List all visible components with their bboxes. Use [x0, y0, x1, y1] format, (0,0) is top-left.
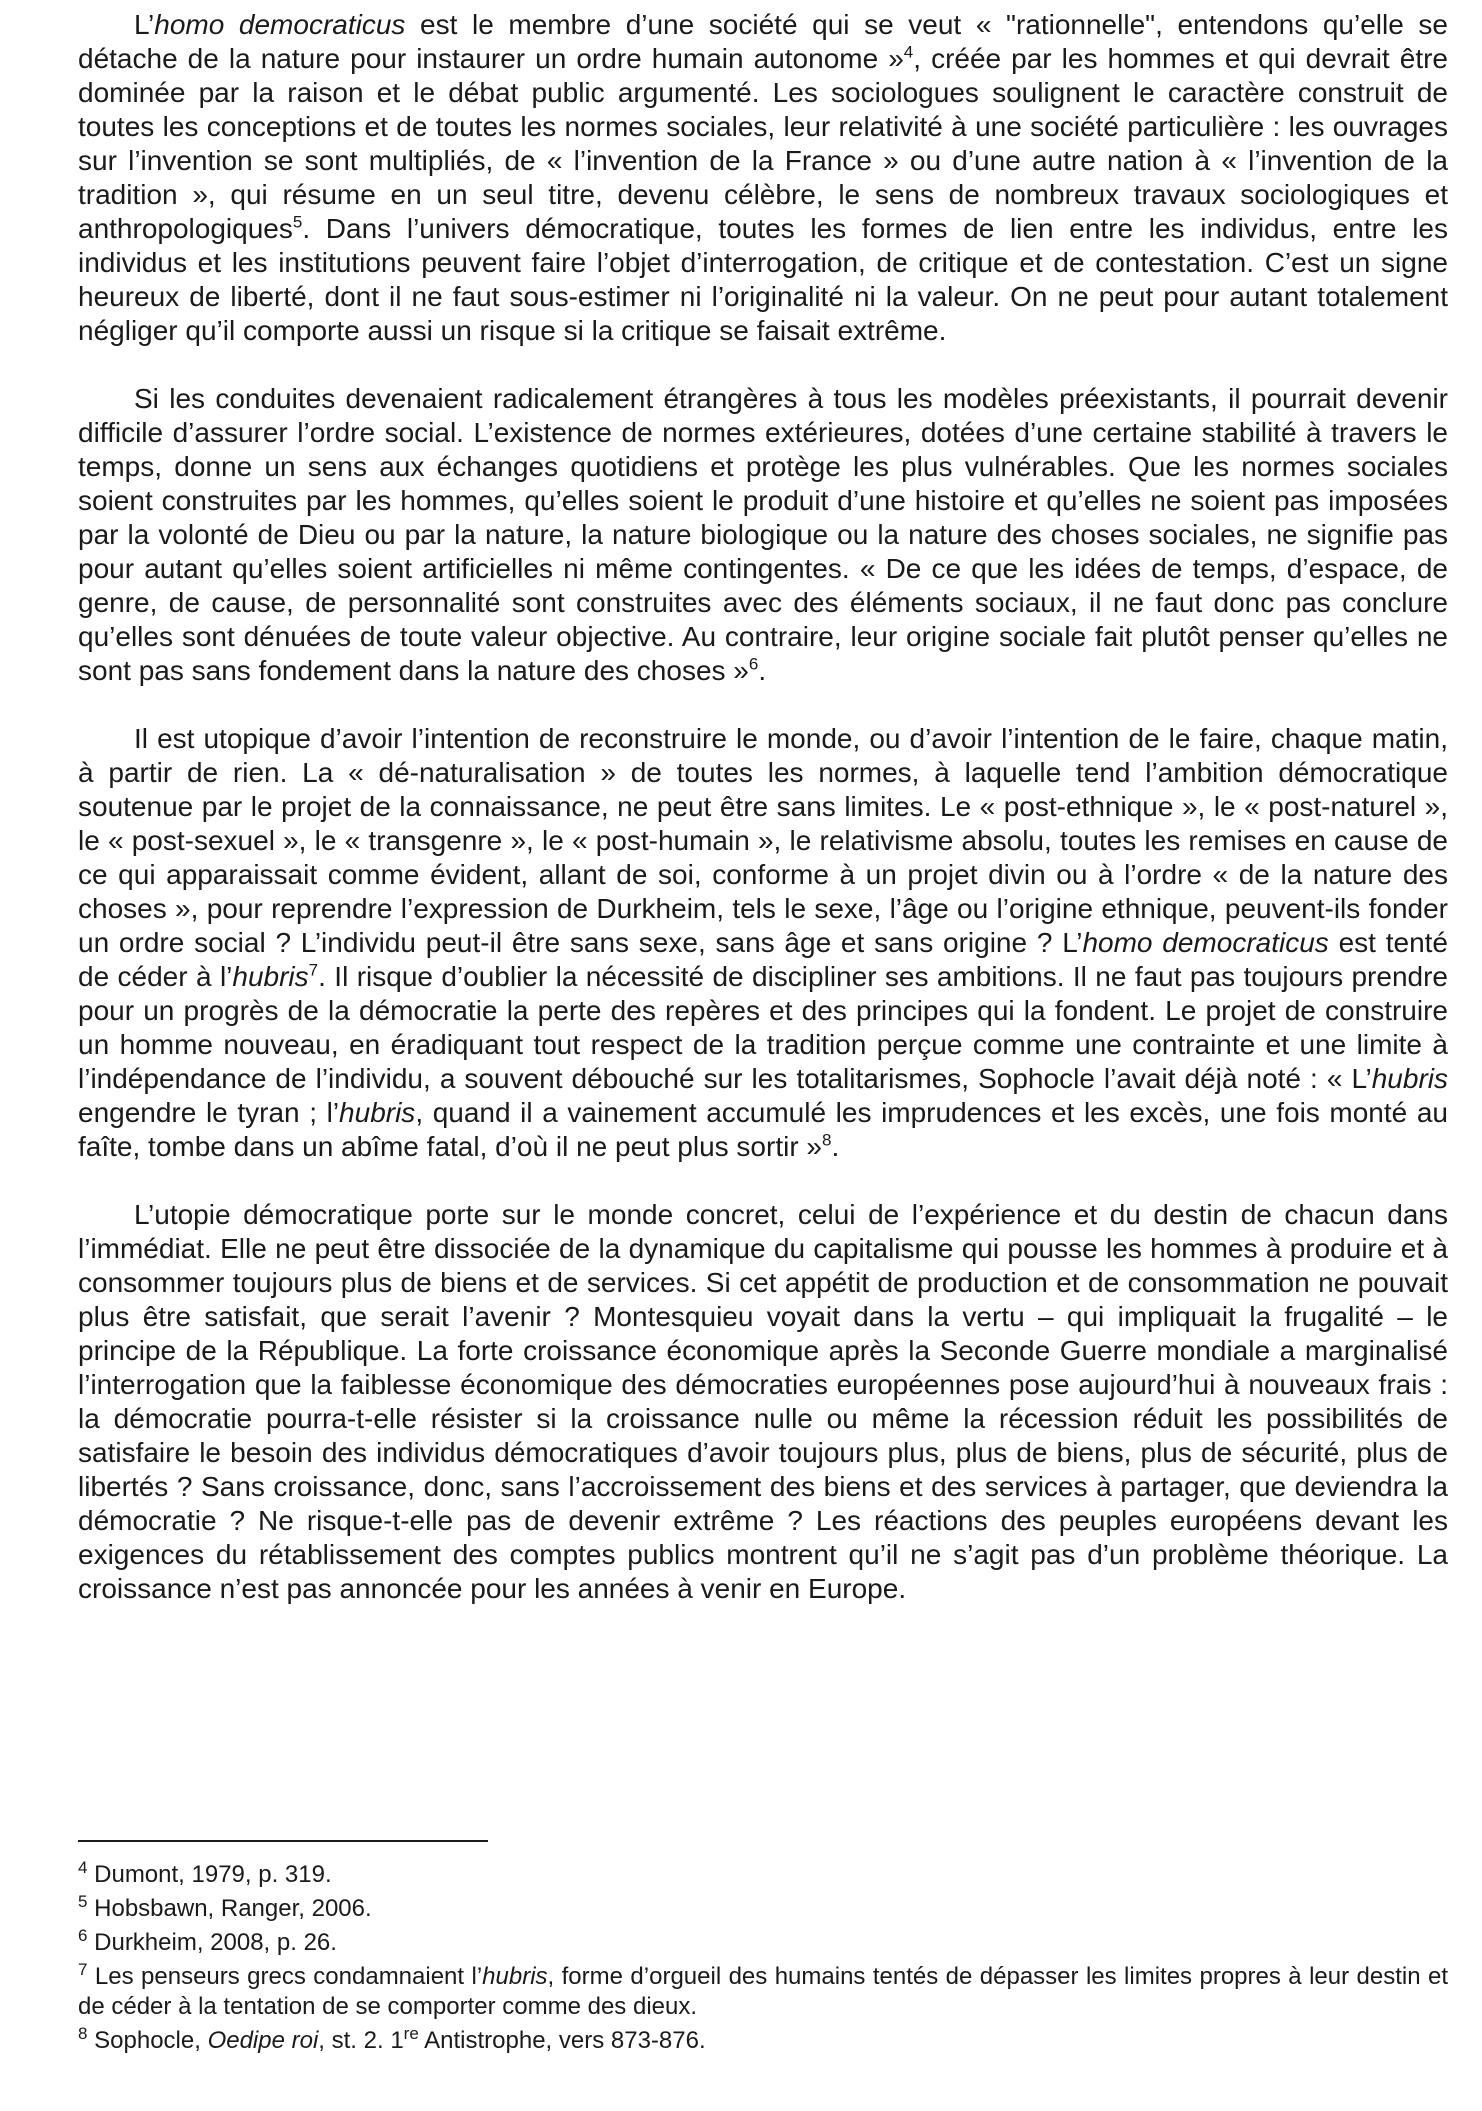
footnote-text: Sophocle,	[87, 2027, 208, 2054]
p3-italic-term: hubris	[1371, 1063, 1448, 1094]
p3-text: . Il risque d’oublier la nécessité de discipliner ses ambitions. Il ne faut pas toujours prendre pour un progrès de la démocratie la perte des repères et des principes qui la fondent. Le projet de construire un homme nouveau, en éradiquant tout respect de la tradition perçue comme une contrainte et une limite à l’indépendance de l’individu, a souvent débouché sur les totalitarismes, Sophocle l’avait déjà noté : « L’	[78, 961, 1448, 1094]
footnote-5	[78, 1894, 1448, 1924]
p1-italic-term: homo democraticus	[154, 9, 406, 40]
footnote-number: 4	[78, 1858, 88, 1877]
footnote-6	[78, 1928, 1448, 1958]
footnote-italic-title: Oedipe roi	[207, 2027, 319, 2054]
footnote-number: 7	[78, 1960, 88, 1979]
p3-italic-term: hubris	[232, 961, 309, 992]
p1-text: , créée par les hommes et qui devrait être dominée par la raison et le débat public argumenté. Les sociologues soulignent le caractère construit de toutes les conceptions et de toutes les normes sociales, leur relativité à une société particulière : les ouvrages sur l’invention se sont multipliés, de « l’invention de la France » ou d’une autre nation à « l’invention de la tradition », qui résume en un seul titre, devenu célèbre, le sens de nombreux travaux sociologiques et anthropologiques	[78, 43, 1448, 244]
footnote-ordinal-suffix: re	[403, 2024, 419, 2043]
paragraph-4: L’utopie démocratique porte sur le monde concret, celui de l’expérience et du destin de chacun dans l’immédiat. Elle ne peut être dissociée de la dynamique du capitalisme qui pousse les hommes à produire et à consommer toujours plus de biens et de services. Si cet appétit de production et de consommation ne pouvait plus être satisfait, que serait l’avenir ? Montesquieu voyait dans la vertu – qui impliquait la frugalité – le principe de la République. La forte croissance économique après la Seconde Guerre mondiale a marginalisé l’interrogation que la faiblesse économique des démocraties européennes pose aujourd’hui à nouveaux frais : la démocratie pourra-t-elle résister si la croissance nulle ou même la récession réduit les possibilités de satisfaire le besoin des individus démocratiques d’avoir toujours plus, plus de biens, plus de sécurité, plus de libertés ? Sans croissance, donc, sans l’accroissement des biens et des services à partager, que deviendra la démocratie ? Ne risque-t-elle pas de devenir extrême ? Les réactions des peuples européens devant les exigences du rétablissement des comptes publics montrent qu’il ne s’agit pas d’un problème théorique. La croissance n’est pas annoncée pour les années à venir en Europe.	[78, 1199, 1448, 1604]
footnote-ref-5[interactable]: 5	[292, 212, 303, 232]
p2-text: .	[758, 655, 767, 686]
footnote-ref-6[interactable]: 6	[748, 654, 759, 674]
paragraph-3	[78, 722, 1448, 1164]
footnote-separator	[78, 1840, 488, 1842]
p3-text: est tenté de céder à l’	[78, 927, 1448, 992]
footnote-4	[78, 1860, 1448, 1890]
p3-italic-term: hubris	[339, 1097, 416, 1128]
footnote-8	[78, 2026, 1448, 2056]
p1-text: L’	[134, 9, 155, 40]
p2-text: Si les conduites devenaient radicalement étrangères à tous les modèles préexistants, il pourrait devenir difficile d’assurer l’ordre social. L’existence de normes extérieures, dotées d’une certaine stabilité à travers le temps, donne un sens aux échanges quotidiens et protège les plus vulnérables. Que les normes sociales soient construites par les hommes, qu’elles soient le produit d’une histoire et qu’elles ne soient pas imposées par la volonté de Dieu ou par la nature, la nature biologique ou la nature des choses sociales, ne signifie pas pour autant qu’elles soient artificielles ni même contingentes. « De ce que les idées de temps, d’espace, de genre, de cause, de personnalité sont construites avec des éléments sociaux, il ne faut donc pas conclure qu’elles sont dénuées de toute valeur objective. Au contraire, leur origine sociale fait plutôt penser qu’elles ne sont pas sans fondement dans la nature des choses »	[78, 383, 1448, 686]
footnote-text: Les penseurs grecs condamnaient l’	[87, 1963, 483, 1990]
p3-text: , quand il a vainement accumulé les imprudences et les excès, une fois monté au faîte, tombe dans un abîme fatal, d’où il ne peut plus sortir »	[78, 1097, 1448, 1162]
p1-text: . Dans l’univers démocratique, toutes les formes de lien entre les individus, entre les individus et les institutions peuvent faire l’objet d’interrogation, de critique et de contestation. C’est un signe heureux de liberté, dont il ne faut sous-estimer ni l’originalité ni la valeur. On ne peut pour autant totalement négliger qu’il comporte aussi un risque si la critique se faisait extrême.	[78, 213, 1448, 346]
p3-text: Il est utopique d’avoir l’intention de reconstruire le monde, ou d’avoir l’intention de le faire, chaque matin, à partir de rien. La « dé-naturalisation » de toutes les normes, à laquelle tend l’ambition démocratique soutenue par le projet de la connaissance, ne peut être sans limites. Le « post-ethnique », le « post-naturel », le « post-sexuel », le « transgenre », le « post-humain », le relativisme absolu, toutes les remises en cause de ce qui apparaissait comme évident, allant de soi, conforme à un projet divin ou à l’ordre « de la nature des choses », pour reprendre l’expression de Durkheim, tels le sexe, l’âge ou l’origine ethnique, peuvent-ils fonder un ordre social ? L’individu peut-il être sans sexe, sans âge et sans origine ? L’	[78, 723, 1448, 958]
footnote-number: 6	[78, 1926, 88, 1945]
p3-text: .	[831, 1131, 840, 1162]
footnote-text: , st. 2. 1	[318, 2027, 404, 2054]
footnote-ref-7[interactable]: 7	[308, 960, 319, 980]
p3-text: engendre le tyran ; l’	[78, 1097, 340, 1128]
footnote-text: Antistrophe, vers 873-876.	[418, 2027, 706, 2054]
footnote-ref-8[interactable]: 8	[822, 1130, 832, 1150]
footnote-text: , forme d’orgueil des humains tentés de dépasser les limites propres à leur destin et de céder à la tentation de se comporter comme des dieux.	[78, 1963, 1449, 2020]
paragraph-1	[78, 8, 1448, 348]
document-page	[78, 8, 1448, 1606]
footnote-text: Hobsbawn, Ranger, 2006.	[87, 1895, 372, 1922]
footnote-number: 8	[78, 2024, 88, 2043]
footnote-7	[78, 1962, 1448, 2022]
footnote-text: Durkheim, 2008, p. 26.	[87, 1929, 337, 1956]
footnote-number: 5	[78, 1892, 88, 1911]
footnotes-section	[78, 1840, 1448, 2060]
p1-text: est le membre d’une société qui se veut « "rationnelle", entendons qu’elle se détache de la nature pour instaurer un ordre humain autonome »	[78, 9, 1448, 74]
footnote-text: Dumont, 1979, p. 319.	[87, 1861, 332, 1888]
footnote-italic-term: hubris	[482, 1963, 548, 1990]
paragraph-2	[78, 382, 1448, 688]
footnote-ref-4[interactable]: 4	[903, 42, 914, 62]
p3-italic-term: homo democraticus	[1082, 927, 1329, 958]
